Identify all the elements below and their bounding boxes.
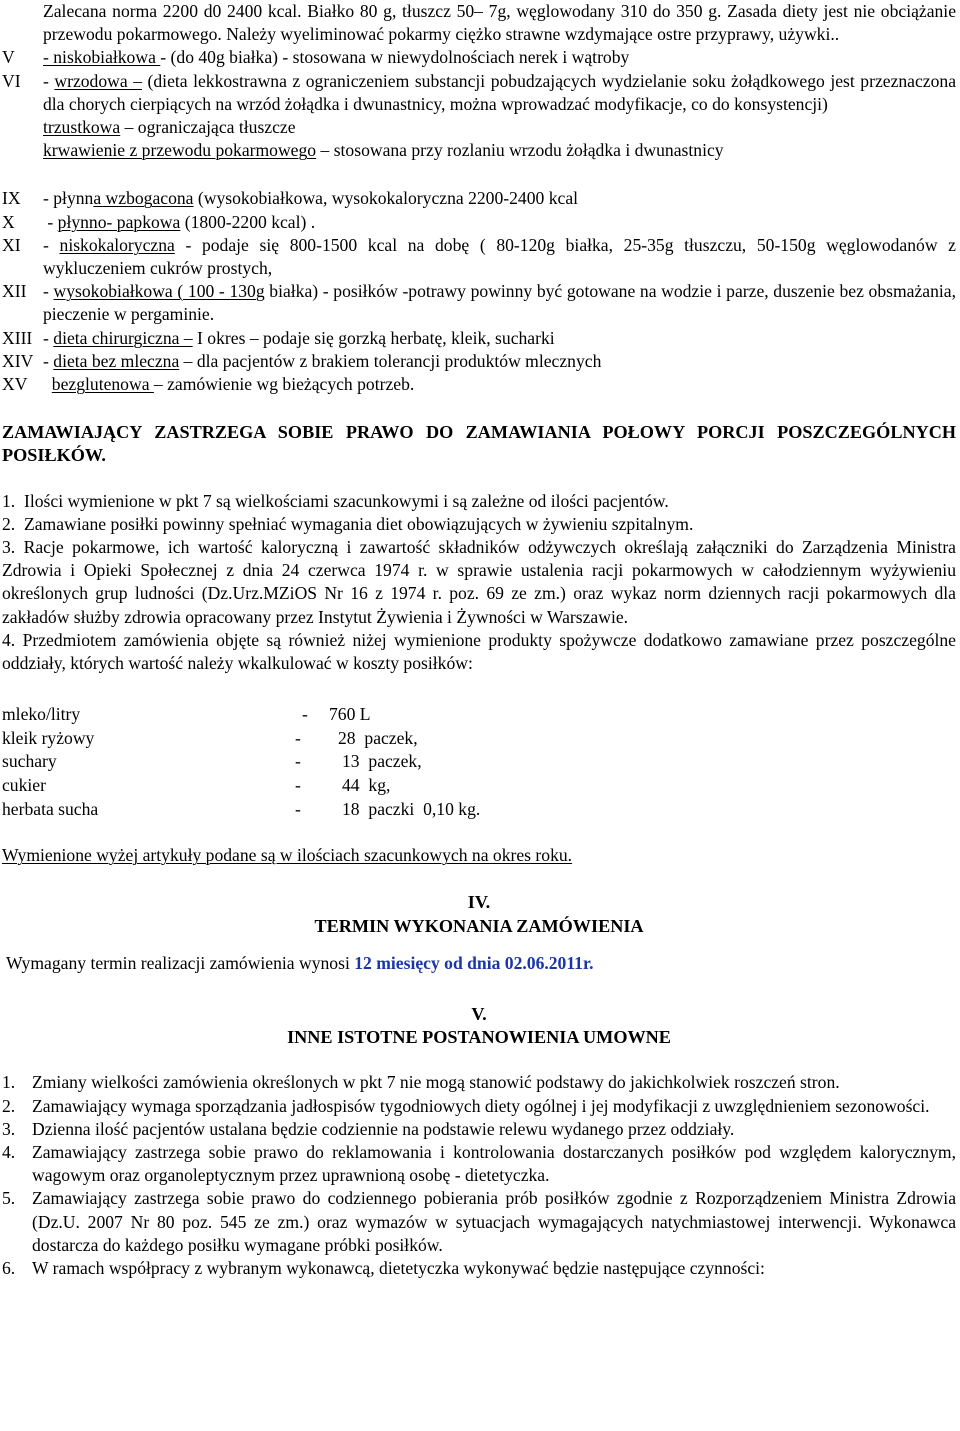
- term-item: [2, 536, 956, 629]
- diet-xiii: [2, 327, 956, 350]
- diet-vi-num: VI: [2, 70, 21, 91]
- term-num: 4.: [2, 629, 16, 650]
- product-row: [2, 750, 956, 774]
- product-row: [2, 798, 956, 822]
- diet-xi: [2, 234, 956, 280]
- term-num: 1.: [2, 490, 16, 511]
- product-name: kleik ryżowy: [2, 727, 95, 748]
- section-v-title: INNE ISTOTNE POSTANOWIENIA UMOWNE: [287, 1027, 671, 1048]
- product-dash: -: [302, 704, 308, 725]
- product-row: [2, 703, 956, 727]
- section-v-num: 6.: [2, 1258, 16, 1279]
- diet-xii: [2, 280, 956, 326]
- section-v-num: 3.: [2, 1118, 16, 1139]
- section-v-item: [2, 1257, 956, 1280]
- section-iv-lead: Wymagany termin realizacji zamówienia wynosi: [6, 952, 355, 973]
- product-name: herbata sucha: [2, 798, 99, 819]
- diet-x-name: płynno- papkowa: [57, 211, 181, 232]
- product-dash: -: [295, 798, 301, 819]
- diet-xv-pre: [43, 374, 52, 394]
- product-qty: 28 paczek,: [338, 727, 418, 748]
- diet-xiii-rest: I okres – podaje się gorzką herbatę, kleik, sucharki: [192, 327, 555, 348]
- diet-xiii-num: XIII: [2, 327, 33, 348]
- section-v-text: Zmiany wielkości zamówienia określonych w pkt 7 nie mogą stanowić podstawy do jakichkolwiek roszczeń stron.: [32, 1072, 840, 1093]
- section-v-list: [2, 1071, 956, 1280]
- diet-ix: [2, 187, 956, 210]
- diet-intro: Zalecana norma 2200 d0 2400 kcal. Białko 80 g, tłuszcz 50– 7g, węglowodany 310 do 350 g. Zasada diety jest nie obciążanie przewodu pokarmowego. Należy wyeliminować pokarmy ciężko strawne wzdymające ostre przyprawy, używki..: [43, 1, 956, 45]
- diet-xv-rest: – zamówienie wg bieżących potrzeb.: [153, 374, 415, 395]
- diet-v: [2, 46, 956, 69]
- term-item: [2, 490, 956, 513]
- diet-x-num: X: [2, 211, 15, 232]
- diet-x-rest: (1800-2200 kcal) .: [180, 211, 316, 232]
- section-v-num: 4.: [2, 1142, 16, 1163]
- section-v-text: Dzienna ilość pacjentów ustalana będzie codziennie na podstawie relewu wydanego przez oddziały.: [32, 1118, 735, 1139]
- diet-xii-rest: białka) - posiłków -potrawy powinny być gotowane na wodzie i parze, duszenie bez obsmażania, pieczenie w pergaminie.: [43, 281, 957, 325]
- diet-xiv: [2, 350, 956, 373]
- diet-x-pre: -: [43, 211, 58, 232]
- section-v-item: [2, 1141, 956, 1187]
- diet-xi-pre: -: [43, 234, 60, 255]
- diet-xii-num: XII: [2, 281, 27, 302]
- diet-xi-num: XI: [2, 234, 21, 255]
- diet-xiii-pre: -: [43, 327, 54, 348]
- products-list: [2, 703, 956, 821]
- section-v-text: W ramach współpracy z wybranym wykonawcą, dietetyczka wykonywać będzie następujące czynności:: [32, 1258, 765, 1279]
- diet-trzustkowa-rest: – ograniczająca tłuszcze: [120, 117, 296, 138]
- diet-trzustkowa-name: trzustkowa: [43, 117, 121, 138]
- diet-xv-name: bezglutenowa: [51, 374, 154, 395]
- product-name: suchary: [2, 751, 57, 772]
- diet-vi-name: wrzodowa –: [54, 70, 142, 91]
- diet-xiv-num: XIV: [2, 350, 34, 371]
- terms-list: [2, 490, 956, 676]
- section-iv-numeral: IV.: [467, 892, 491, 913]
- section-v-numeral: V.: [471, 1004, 487, 1025]
- products-note: [2, 844, 956, 867]
- diet-v-name: - niskobiałkowa: [43, 47, 161, 68]
- diet-x: [2, 211, 956, 234]
- diet-vi-dash: -: [43, 70, 55, 91]
- diet-xii-name: wysokobiałkowa ( 100 - 130g: [53, 281, 265, 302]
- section-v-num: 1.: [2, 1072, 16, 1093]
- diet-krwawienie-name: krwawienie z przewodu pokarmowego: [43, 140, 317, 161]
- section-v-text: Zamawiający zastrzega sobie prawo do reklamowania i kontrolowania dostarczanych posiłków pod względem kalorycznym, wagowym oraz organoleptycznym przez uprawnioną osobę - dietetyczka.: [32, 1142, 956, 1186]
- section-v-text: Zamawiający zastrzega sobie prawo do codziennego pobierania prób posiłków zgodnie z Rozporządzeniem Ministra Zdrowia (Dz.U. 2007 Nr 80 poz. 545 ze zm.) oraz wymazów w sytuacjach wymagających natychmiastowej interwencji. Wykonawca dostarcza do każdego posiłku wymagane próbki posiłków.: [32, 1188, 956, 1255]
- diet-ix-rest: (wysokobiałkowa, wysokokaloryczna 2200-2400 kcal: [193, 188, 579, 209]
- product-dash: -: [295, 727, 301, 748]
- diet-v-rest: - (do 40g białka) - stosowana w niewydolnościach nerek i wątroby: [160, 47, 630, 68]
- section-iv-title: TERMIN WYKONANIA ZAMÓWIENIA: [314, 915, 644, 936]
- product-name: cukier: [2, 775, 46, 796]
- diet-xiii-name: dieta chirurgiczna –: [53, 327, 193, 348]
- diet-v-num: V: [2, 47, 15, 68]
- diet-xi-rest: - podaje się 800-1500 kcal na dobę ( 80-120g białka, 25-35g tłuszczu, 50-150g węglowodanów z wykluczeniem cukrów prostych,: [43, 234, 956, 279]
- term-item: [2, 629, 956, 675]
- section-v-item: [2, 1071, 956, 1094]
- section-v-text: Zamawiający wymaga sporządzania jadłospisów tygodniowych diety ogólnej i jej modyfikacji z uwzględnieniem sezonowości.: [32, 1095, 930, 1116]
- reserve-notice: ZAMAWIAJĄCY ZASTRZEGA SOBIE PRAWO DO ZAMAWIANIA POŁOWY PORCJI POSZCZEGÓLNYCH POSIŁKÓW.: [2, 422, 956, 466]
- product-dash: -: [295, 751, 301, 772]
- section-v-item: [2, 1187, 956, 1257]
- term-text: Przedmiotem zamówienia objęte są również niżej wymienione produkty spożywcze dodatkowo zamawiane przez poszczególne oddziały, których wartość należy wkalkulować w koszty posiłków:: [2, 629, 956, 674]
- products-note-text: Wymienione wyżej artykuły podane są w ilościach szacunkowych na okres roku.: [2, 845, 573, 866]
- diet-xv: [2, 373, 956, 396]
- product-qty: 760 L: [329, 704, 371, 725]
- diet-xii-pre: -: [43, 281, 54, 302]
- diet-xiv-name: dieta bez mleczna: [53, 350, 180, 371]
- diet-xi-name: niskokaloryczna: [59, 234, 175, 255]
- term-text: Racje pokarmowe, ich wartość kaloryczną i zawartość składników odżywczych określają załączniki do Zarządzenia Ministra Zdrowia i Opieki Społecznej z dnia 24 czerwca 1974 r. w sprawie ustalenia racji pokarmowych w całodziennym wyżywieniu określonych grup ludności (Dz.Urz.MZiOS Nr 16 z 1974 r. poz. 69 ze zm.) oraz wykaz norm dziennych racji pokarmowych dla zakładów służby zdrowia opracowany przez Instytut Żywienia i Żywności w Warszawie.: [2, 537, 956, 627]
- diet-ix-num: IX: [2, 188, 21, 209]
- term-num: 3.: [2, 537, 16, 558]
- term-text: Zamawiane posiłki powinny spełniać wymagania diet obowiązujących w żywieniu szpitalnym.: [24, 513, 694, 534]
- product-name: mleko/litry: [2, 704, 81, 725]
- diet-ix-pre: - płynn: [43, 188, 94, 209]
- product-qty: 18 paczki 0,10 kg.: [342, 798, 481, 819]
- diet-ix-name: a wzbogacona: [93, 188, 194, 209]
- product-qty: 44 kg,: [342, 775, 391, 796]
- product-dash: -: [295, 775, 301, 796]
- section-iv-highlight: 12 miesięcy od dnia 02.06.2011r.: [354, 952, 594, 973]
- section-v-item: [2, 1095, 956, 1118]
- section-v-num: 2.: [2, 1095, 16, 1116]
- diet-trzustkowa: [2, 116, 956, 139]
- section-v-item: [2, 1118, 956, 1141]
- diet-krwawienie-rest: – stosowana przy rozlaniu wrzodu żołądka i dwunastnicy: [316, 140, 724, 161]
- term-item: [2, 513, 956, 536]
- diet-vi-rest: (dieta lekkostrawna z ograniczeniem substancji pobudzających wydzielanie soku żołądkowego jest przeznaczona dla chorych cierpiących na wrzód żołądka i dwunastnicy, można wprowadzać modyfikacje, co do konsystencji): [43, 70, 956, 114]
- diet-krwawienie: [2, 139, 956, 162]
- section-v-num: 5.: [2, 1188, 16, 1209]
- diet-xv-num: XV: [2, 374, 28, 395]
- section-iv-text: [2, 952, 956, 975]
- product-row: [2, 727, 956, 751]
- term-num: 2.: [2, 513, 16, 534]
- diet-vi: [2, 70, 956, 116]
- diet-xiv-pre: -: [43, 350, 54, 371]
- product-qty: 13 paczek,: [342, 751, 422, 772]
- product-row: [2, 774, 956, 798]
- document-page: [2, 0, 956, 1280]
- diet-xiv-rest: – dla pacjentów z brakiem tolerancji produktów mlecznych: [179, 350, 602, 371]
- term-text: Ilości wymienione w pkt 7 są wielkościami szacunkowymi i są zależne od ilości pacjentów.: [24, 490, 669, 511]
